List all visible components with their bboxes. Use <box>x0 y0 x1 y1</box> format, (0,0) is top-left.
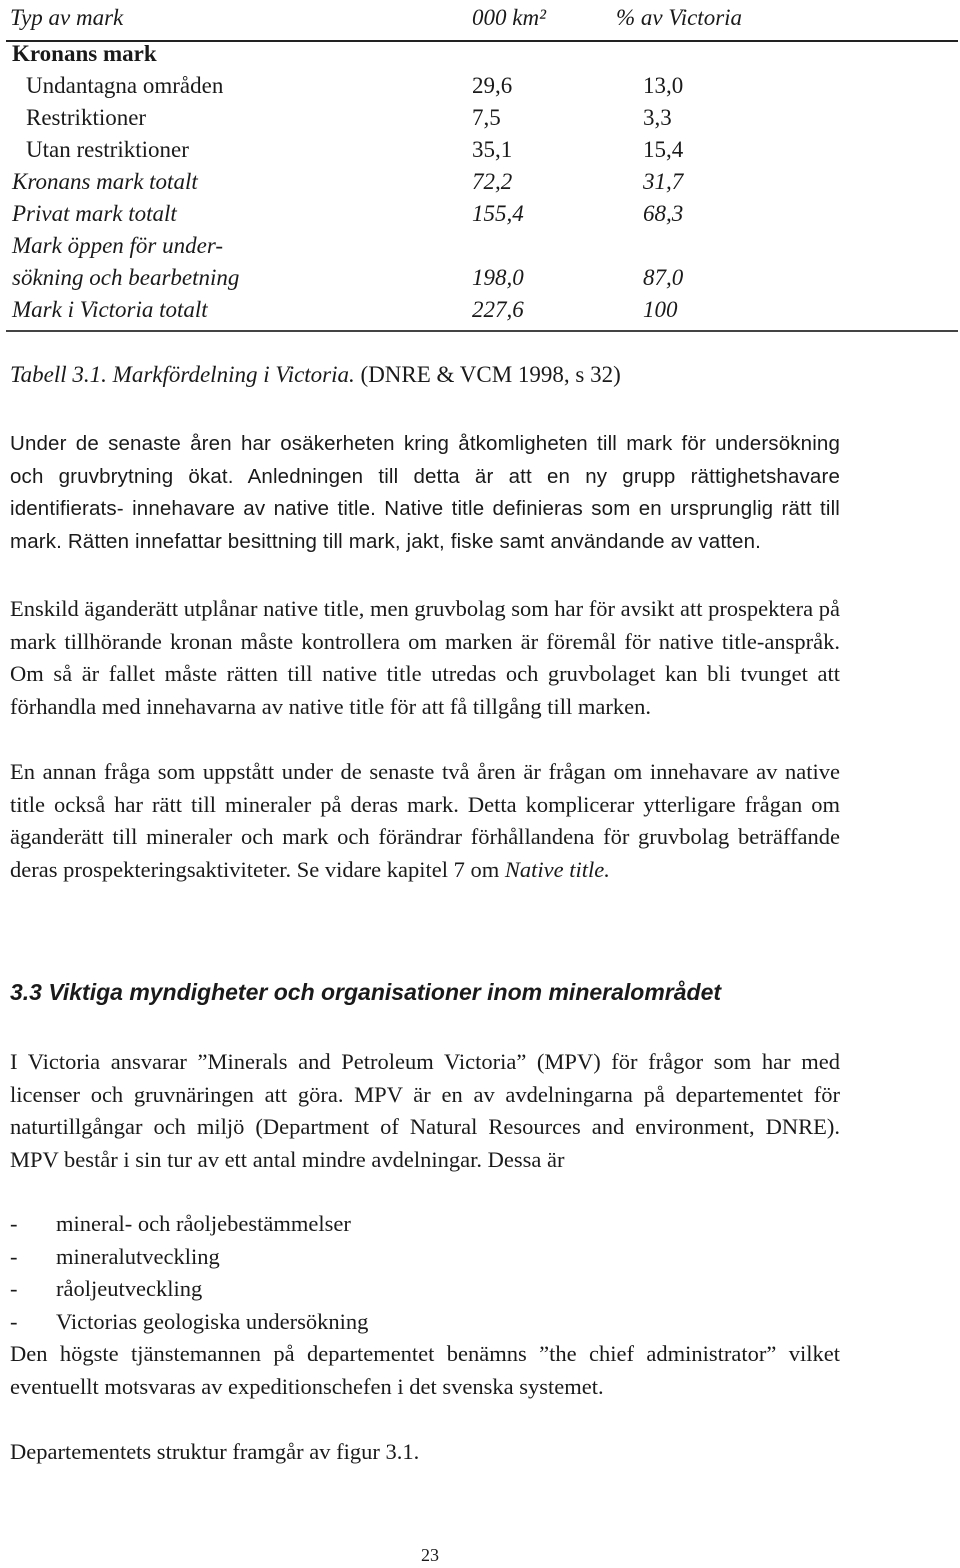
row-label: Utan restriktioner <box>26 137 189 162</box>
department-list <box>10 1208 368 1338</box>
row-label: Undantagna områden <box>26 73 224 98</box>
row-percent: 87,0 <box>643 265 684 290</box>
paragraph-figure-reference: Departementets struktur framgår av figur 3.1. <box>10 1439 420 1464</box>
row-percent: 31,7 <box>643 169 684 194</box>
list-item <box>10 1273 368 1306</box>
list-item-text: mineralutveckling <box>56 1243 220 1269</box>
caption-source: (DNRE & VCM 1998, s 32) <box>354 362 621 387</box>
list-item-text: Victorias geologiska undersökning <box>56 1308 369 1334</box>
row-area: 198,0 <box>472 265 524 290</box>
list-dash: - <box>10 1243 18 1269</box>
paragraph-mpv: I Victoria ansvarar ”Minerals and Petroleum Victoria” (MPV) för frågor som har med licenser och gruvnäringen att göra. MPV är en av avdelningarna på departementet för naturtillgångar och miljö (Department of Natural Resources and environment, DNRE). MPV består i sin tur av ett antal mindre avdelningar. Dessa är <box>10 1049 840 1172</box>
chapter-reference: Native title. <box>504 856 610 882</box>
page-number: 23 <box>421 1545 439 1565</box>
row-area: 35,1 <box>472 137 513 162</box>
row-area: 72,2 <box>472 169 513 194</box>
paragraph-mineral-rights-text: En annan fråga som uppstått under de senaste två åren är frågan om innehavare av native title också har rätt till mineraler på deras mark. Detta komplicerar ytterligare frågan om äganderätt till mineraler och mark och förändrar förhållandena för gruvbolag beträffande deras prospekteringsaktiviteter. Se vidare kapitel 7 om <box>10 759 840 882</box>
row-label: Privat mark totalt <box>12 201 177 226</box>
paragraph-native-title-ownership: Enskild äganderätt utplånar native title, men gruvbolag som har för avsikt att prospektera på mark tillhörande kronan måste kontrollera om marken är föremål för native title-anspråk. Om så är fallet måste rätten till native title utredas och gruvbolaget kan bli tvunget att förhandla med innehavarna av native title för att få tillgång till marken. <box>10 596 840 719</box>
list-item <box>10 1208 368 1241</box>
paragraph-chief-administrator: Den högste tjänstemannen på departementet benämns ”the chief administrator” vilket eventuellt motsvaras av expeditionschefen i det svenska systemet. <box>10 1341 840 1399</box>
row-percent: 3,3 <box>643 105 672 130</box>
row-label: Restriktioner <box>26 105 147 130</box>
header-land-type: Typ av mark <box>10 5 124 30</box>
row-area: 155,4 <box>472 201 524 226</box>
row-percent: 13,0 <box>643 73 684 98</box>
list-item-text: råoljeutveckling <box>56 1276 203 1301</box>
row-label: Mark öppen för under- <box>12 233 223 258</box>
list-item-text: mineral- och råoljebestämmelser <box>56 1211 351 1236</box>
list-dash: - <box>10 1211 18 1236</box>
row-label: Kronans mark <box>12 41 157 66</box>
row-area: 7,5 <box>472 105 501 130</box>
header-area: 000 km² <box>472 5 546 30</box>
table-bottom-rule <box>6 330 958 332</box>
row-area: 227,6 <box>472 297 524 322</box>
row-label: Mark i Victoria totalt <box>12 297 208 322</box>
row-label: Kronans mark totalt <box>12 169 198 194</box>
paragraph-native-title-intro: Under de senaste åren har osäkerheten kring åtkomligheten till mark för undersökning och gruvbrytning ökat. Anledningen till detta är att en ny grupp rättighetshavare identifierats- innehavare av native title. Native title definieras som en ursprunglig rätt till mark. Rätten innefattar besittning till mark, jakt, fiske samt användande av vatten. <box>10 432 840 553</box>
row-percent: 15,4 <box>643 137 684 162</box>
row-percent: 100 <box>643 297 678 322</box>
list-item <box>10 1306 368 1339</box>
row-percent: 68,3 <box>643 201 684 226</box>
list-item <box>10 1241 368 1274</box>
list-dash: - <box>10 1276 18 1301</box>
section-heading: 3.3 Viktiga myndigheter och organisationer inom mineralområdet <box>10 979 722 1005</box>
row-area: 29,6 <box>472 73 513 98</box>
caption-label: Tabell 3.1. Markfördelning i Victoria. <box>10 362 355 387</box>
table-caption <box>10 360 621 390</box>
paragraph-mineral-rights <box>10 756 840 886</box>
list-dash: - <box>10 1308 18 1334</box>
row-label: sökning och bearbetning <box>12 265 240 290</box>
header-percent: % av Victoria <box>616 5 743 30</box>
